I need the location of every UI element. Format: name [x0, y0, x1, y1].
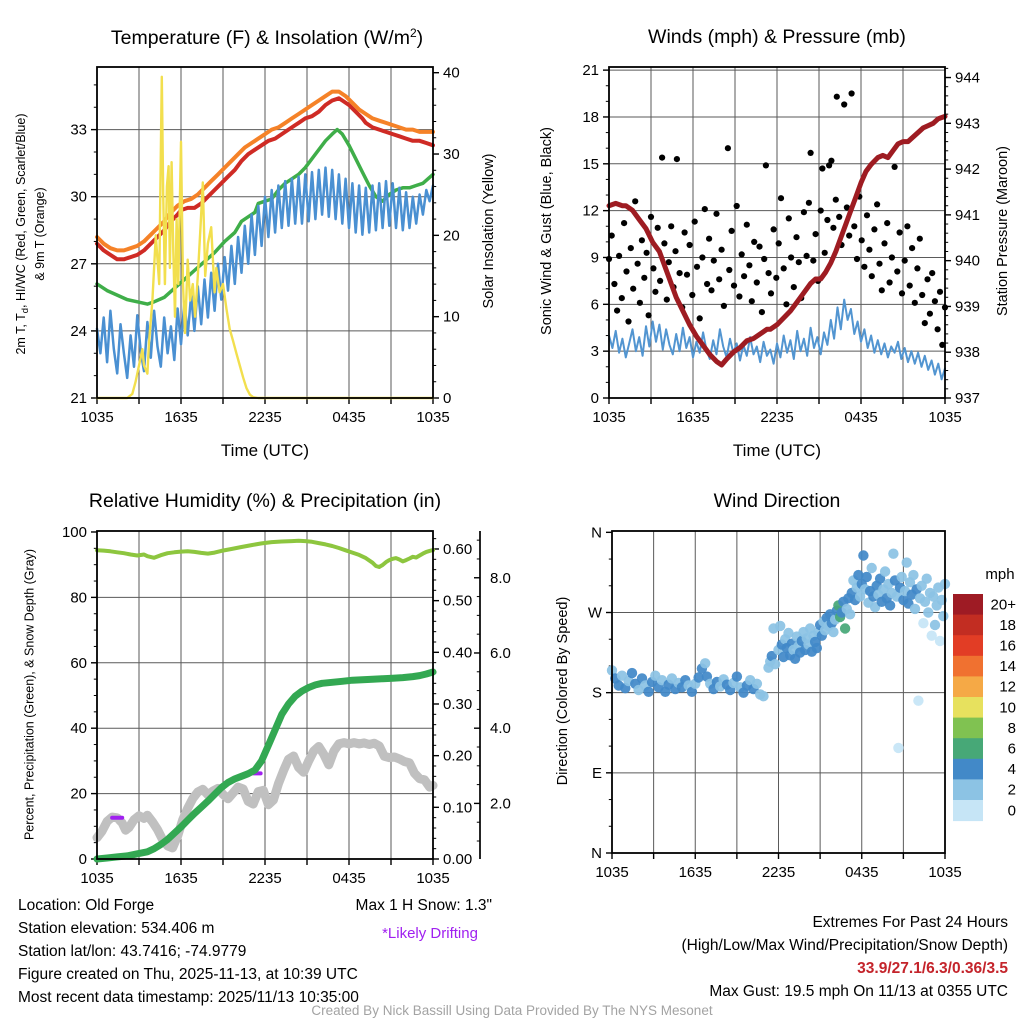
point-wind-direction-points [758, 691, 768, 701]
tick-label: 40 [443, 64, 460, 82]
point-wind-direction-points [880, 566, 890, 576]
point-gusts [659, 155, 665, 161]
point-gusts [668, 223, 674, 229]
point-gusts [713, 211, 719, 217]
point-gusts [739, 251, 745, 257]
point-gusts [766, 270, 772, 276]
point-gusts [734, 203, 740, 209]
point-wind-direction-points [627, 668, 637, 678]
point-gusts [786, 215, 792, 221]
tick-label: 938 [955, 344, 981, 362]
tick-label: 2235 [760, 409, 794, 426]
point-gusts [616, 253, 622, 259]
xlabel-wind: Time (UTC) [732, 441, 822, 460]
legend-swatch [953, 718, 983, 739]
tick-label: 9 [590, 249, 599, 267]
point-wind-direction-points [862, 572, 872, 582]
title-superscript: 2 [409, 26, 417, 40]
point-gusts [818, 208, 824, 214]
point-gusts [819, 165, 825, 171]
point-gusts [806, 200, 812, 206]
point-gusts [937, 289, 943, 295]
tick-label: N [591, 524, 602, 542]
created-line: Figure created on Thu, 2025-11-13, at 10:39 UTC [18, 966, 358, 983]
tick-label: 0.30 [443, 695, 473, 713]
tick-label: 10 [443, 308, 460, 326]
point-wind-direction-points [913, 696, 923, 706]
tick-label: 0 [443, 390, 452, 407]
point-gusts [861, 264, 867, 270]
point-gusts [854, 256, 860, 262]
point-wind-direction-points [828, 627, 838, 637]
tick-label: 0 [590, 390, 599, 407]
extremes-subtitle: (High/Low/Max Wind/Precipitation/Snow Depth) [681, 937, 1008, 954]
point-gusts [836, 214, 842, 220]
legend-swatch [953, 615, 983, 636]
point-gusts [725, 145, 731, 151]
point-gusts [909, 245, 915, 251]
point-gusts [682, 229, 688, 235]
ylabel-direction-left: Direction (Colored By Speed) [555, 596, 571, 786]
point-gusts [637, 300, 643, 306]
legend-swatch [953, 656, 983, 677]
point-gusts [929, 270, 935, 276]
point-gusts [684, 272, 690, 278]
point-gusts [932, 298, 938, 304]
point-gusts [661, 240, 667, 246]
legend-swatch [953, 800, 983, 821]
point-gusts [864, 212, 870, 218]
tick-label: 1035 [595, 864, 629, 881]
point-gusts [729, 228, 735, 234]
point-gusts [726, 267, 732, 273]
point-gusts [796, 259, 802, 265]
point-gusts [781, 265, 787, 271]
point-wind-direction-points [935, 636, 945, 646]
tick-label: 937 [955, 390, 981, 407]
tick-label: 1035 [416, 870, 450, 887]
legend-label: 10 [999, 699, 1016, 717]
point-gusts [793, 234, 799, 240]
point-gusts [914, 265, 920, 271]
point-gusts [859, 237, 865, 243]
tick-label: 1035 [928, 409, 962, 426]
point-gusts [927, 311, 933, 317]
point-gusts [866, 247, 872, 253]
drifting-note: *Likely Drifting [382, 925, 478, 942]
tick-label: 1035 [928, 864, 962, 881]
latlon-line: Station lat/lon: 43.7416; -74.9779 [18, 943, 247, 960]
tick-label: 2.0 [490, 795, 511, 813]
tick-label: 943 [955, 115, 981, 133]
tick-label: S [591, 684, 602, 702]
tick-label: 940 [955, 252, 981, 270]
chart-title-wind-direction: Wind Direction [713, 490, 841, 512]
point-gusts [876, 261, 882, 267]
point-gusts [830, 225, 836, 231]
point-gusts [801, 209, 807, 215]
point-wind-direction-points [732, 671, 742, 681]
tick-label: 20 [443, 227, 460, 245]
tick-label: 24 [70, 322, 87, 340]
tick-label: 30 [70, 188, 87, 206]
tick-label: 27 [70, 255, 87, 273]
tick-label: 2235 [248, 409, 282, 426]
point-gusts [704, 281, 710, 287]
point-gusts [630, 286, 636, 292]
legend-label: 0 [1007, 802, 1016, 820]
tick-label: 0435 [332, 870, 366, 887]
point-gusts [778, 195, 784, 201]
chart-title-temp-insolation [37, 26, 497, 50]
point-gusts [664, 297, 670, 303]
point-gusts [646, 312, 652, 318]
tick-label: 3 [590, 343, 599, 361]
point-wind-direction-points [867, 563, 877, 573]
title-text: Temperature (F) & Insolation (W/m [110, 27, 410, 49]
tick-label: 100 [61, 523, 87, 541]
legend-label: 2 [1007, 781, 1016, 799]
point-gusts [731, 283, 737, 289]
point-gusts [869, 273, 875, 279]
point-gusts [611, 281, 617, 287]
point-gusts [614, 308, 620, 314]
max-gust-line: Max Gust: 19.5 mph On 11/13 at 0355 UTC [709, 983, 1008, 1000]
tick-label: 0.10 [443, 799, 473, 817]
tick-label: 942 [955, 161, 981, 179]
point-gusts [648, 214, 654, 220]
tick-label: 12 [582, 202, 599, 220]
tick-label: 4.0 [490, 720, 511, 738]
ylabel-rh-left: Percent, Precipitation (Green), & Snow Depth (Gray) [22, 548, 37, 841]
extremes-values: 33.9/27.1/6.3/0.36/3.5 [857, 960, 1008, 977]
point-wind-direction-points [910, 604, 920, 614]
point-wind-direction-points [845, 609, 855, 619]
point-wind-direction-points [922, 574, 932, 584]
tick-label: 939 [955, 298, 981, 316]
point-wind-direction-points [885, 600, 895, 610]
max-snow-note: Max 1 H Snow: 1.3" [355, 897, 492, 914]
tick-label: 944 [955, 69, 981, 87]
legend-swatch [953, 779, 983, 800]
point-wind-direction-points [840, 623, 850, 633]
point-wind-direction-points [938, 611, 948, 621]
chart-title-rh-precip: Relative Humidity (%) & Precipitation (in) [88, 490, 442, 512]
point-gusts [719, 247, 725, 253]
legend-label: 4 [1007, 761, 1016, 779]
point-gusts [788, 254, 794, 260]
point-gusts [635, 261, 641, 267]
chart-title-winds-pressure: Winds (mph) & Pressure (mb) [648, 26, 906, 48]
point-gusts [623, 268, 629, 274]
point-gusts [773, 275, 779, 281]
point-gusts [849, 90, 855, 96]
point-gusts [716, 276, 722, 282]
point-gusts [674, 156, 680, 162]
legend-label: 18 [999, 616, 1016, 634]
tick-label: 60 [70, 654, 87, 672]
point-gusts [824, 217, 830, 223]
point-wind-direction-points [775, 621, 785, 631]
point-gusts [708, 287, 714, 293]
point-wind-direction-points [902, 557, 912, 567]
point-gusts [874, 201, 880, 207]
ylabel-insolation-right: Solar Insolation (Yellow) [481, 153, 497, 309]
point-gusts [746, 262, 752, 268]
point-gusts [884, 220, 890, 226]
point-gusts [694, 264, 700, 270]
point-gusts [657, 278, 663, 284]
point-gusts [894, 268, 900, 274]
point-gusts [763, 162, 769, 168]
point-gusts [652, 289, 658, 295]
tick-label: 80 [70, 589, 87, 607]
elevation-line: Station elevation: 534.406 m [18, 920, 215, 937]
point-wind-direction-points [908, 570, 918, 580]
tick-label: 0.60 [443, 540, 473, 558]
point-gusts [881, 240, 887, 246]
point-wind-direction-points [918, 618, 928, 628]
point-gusts [721, 303, 727, 309]
point-gusts [922, 320, 928, 326]
point-wind-direction-points [643, 687, 653, 697]
tick-label: 1035 [592, 409, 626, 426]
legend-label: 14 [999, 658, 1016, 676]
tick-label: 0.00 [443, 851, 473, 868]
point-gusts [917, 236, 923, 242]
point-gusts [692, 219, 698, 225]
point-wind-direction-points [930, 620, 940, 630]
point-wind-direction-points [888, 549, 898, 559]
tick-label: 30 [443, 146, 460, 164]
point-gusts [828, 158, 834, 164]
tick-label: 1635 [164, 870, 198, 887]
point-wind-direction-points [700, 658, 710, 668]
point-gusts [699, 254, 705, 260]
legend-swatch [953, 738, 983, 759]
tick-label: 15 [582, 155, 599, 173]
point-gusts [919, 292, 925, 298]
point-gusts [655, 225, 661, 231]
ylabel-wind-left: Sonic Wind & Gust (Blue, Black) [539, 127, 555, 335]
point-gusts [697, 315, 703, 321]
point-gusts [641, 275, 647, 281]
point-gusts [644, 250, 650, 256]
point-gusts [632, 198, 638, 204]
ylabel-pressure-right: Station Pressure (Maroon) [995, 145, 1011, 317]
point-gusts [751, 239, 757, 245]
point-gusts [833, 197, 839, 203]
point-gusts [902, 258, 908, 264]
point-gusts [689, 292, 695, 298]
point-gusts [639, 237, 645, 243]
tick-label: 2235 [761, 864, 796, 881]
point-gusts [879, 287, 885, 293]
point-gusts [754, 279, 760, 285]
legend-label: 8 [1007, 719, 1016, 737]
tick-label: 33 [70, 121, 87, 139]
point-gusts [892, 164, 898, 170]
point-gusts [783, 301, 789, 307]
tick-label: 1635 [678, 864, 712, 881]
ylabel-line1: 2m T, $T_d$, HI/WC (Red, Green, Scarlet/Blue) [14, 113, 31, 355]
point-gusts [759, 309, 765, 315]
colorbar-title: mph [985, 566, 1015, 583]
xlabel-temp: Time (UTC) [220, 441, 310, 460]
point-gusts [677, 270, 683, 276]
point-gusts [899, 290, 905, 296]
point-gusts [768, 290, 774, 296]
point-gusts [813, 231, 819, 237]
point-gusts [871, 226, 877, 232]
legend-swatch [953, 697, 983, 718]
point-gusts [907, 283, 913, 289]
point-gusts [621, 220, 627, 226]
tick-label: 1635 [676, 409, 710, 426]
point-gusts [791, 284, 797, 290]
point-gusts [834, 94, 840, 100]
extremes-title: Extremes For Past 24 Hours [812, 914, 1008, 931]
ylabel-line2: & 9m T (Orange) [33, 187, 47, 281]
legend-swatch [953, 759, 983, 780]
point-wind-direction-points [893, 743, 903, 753]
point-gusts [749, 298, 755, 304]
point-gusts [619, 295, 625, 301]
point-gusts [808, 150, 814, 156]
tick-label: 0 [78, 851, 87, 868]
tick-label: 1635 [164, 409, 198, 426]
point-gusts [771, 226, 777, 232]
point-gusts [912, 300, 918, 306]
point-wind-direction-points [752, 679, 762, 689]
tick-label: 0435 [332, 409, 366, 426]
point-gusts [625, 318, 631, 324]
point-gusts [702, 206, 708, 212]
legend-label: 12 [999, 678, 1016, 696]
point-gusts [672, 248, 678, 254]
tick-label: W [587, 604, 602, 622]
tick-label: 1035 [80, 870, 114, 887]
tick-label: 0.50 [443, 592, 473, 610]
legend-swatch [953, 594, 983, 615]
ylabel-temp-left [14, 64, 48, 404]
point-gusts [804, 253, 810, 259]
legend-label: 16 [999, 637, 1016, 655]
tick-label: 18 [582, 108, 599, 126]
point-gusts [628, 245, 634, 251]
point-wind-direction-points [858, 550, 868, 560]
tick-label: 21 [582, 62, 599, 80]
point-gusts [687, 242, 693, 248]
title-text: ) [416, 27, 424, 49]
point-gusts [810, 258, 816, 264]
point-gusts [822, 250, 828, 256]
tick-label: 2235 [248, 870, 282, 887]
tick-label: 6.0 [490, 644, 511, 662]
tick-label: 21 [70, 390, 87, 407]
point-gusts [776, 240, 782, 246]
legend-label: 6 [1007, 740, 1016, 758]
tick-label: 1035 [416, 409, 450, 426]
tick-label: 0.20 [443, 747, 473, 765]
point-wind-direction-points [812, 643, 822, 653]
credit-footer: Created By Nick Bassill Using Data Provided By The NYS Mesonet [311, 1003, 713, 1018]
tick-label: 20 [70, 785, 87, 803]
point-gusts [851, 223, 857, 229]
point-gusts [904, 223, 910, 229]
tick-label: 941 [955, 206, 981, 224]
legend-swatch [953, 676, 983, 697]
point-gusts [744, 222, 750, 228]
point-gusts [887, 279, 893, 285]
point-gusts [650, 265, 656, 271]
tick-label: 6 [590, 296, 599, 314]
tick-label: 40 [70, 720, 87, 738]
tick-label: 0435 [845, 864, 879, 881]
point-wind-direction-points [770, 659, 780, 669]
point-wind-direction-points [923, 607, 933, 617]
tick-label: 0435 [844, 409, 878, 426]
tick-label: 0.40 [443, 644, 473, 662]
legend-label: 20+ [990, 596, 1016, 614]
point-gusts [741, 273, 747, 279]
point-gusts [761, 256, 767, 262]
tick-label: E [591, 764, 602, 782]
point-gusts [711, 258, 717, 264]
tick-label: 8.0 [490, 569, 511, 587]
point-gusts [756, 244, 762, 250]
tick-label: N [591, 845, 602, 862]
point-gusts [924, 276, 930, 282]
point-gusts [897, 229, 903, 235]
location-line: Location: Old Forge [18, 897, 155, 914]
point-gusts [706, 236, 712, 242]
point-gusts [736, 293, 742, 299]
point-gusts [841, 101, 847, 107]
tick-label: 1035 [80, 409, 114, 426]
legend-swatch [953, 635, 983, 656]
point-gusts [889, 254, 895, 260]
point-gusts [935, 326, 941, 332]
timestamp-line: Most recent data timestamp: 2025/11/13 10:35:00 [18, 989, 359, 1006]
point-gusts [846, 233, 852, 239]
